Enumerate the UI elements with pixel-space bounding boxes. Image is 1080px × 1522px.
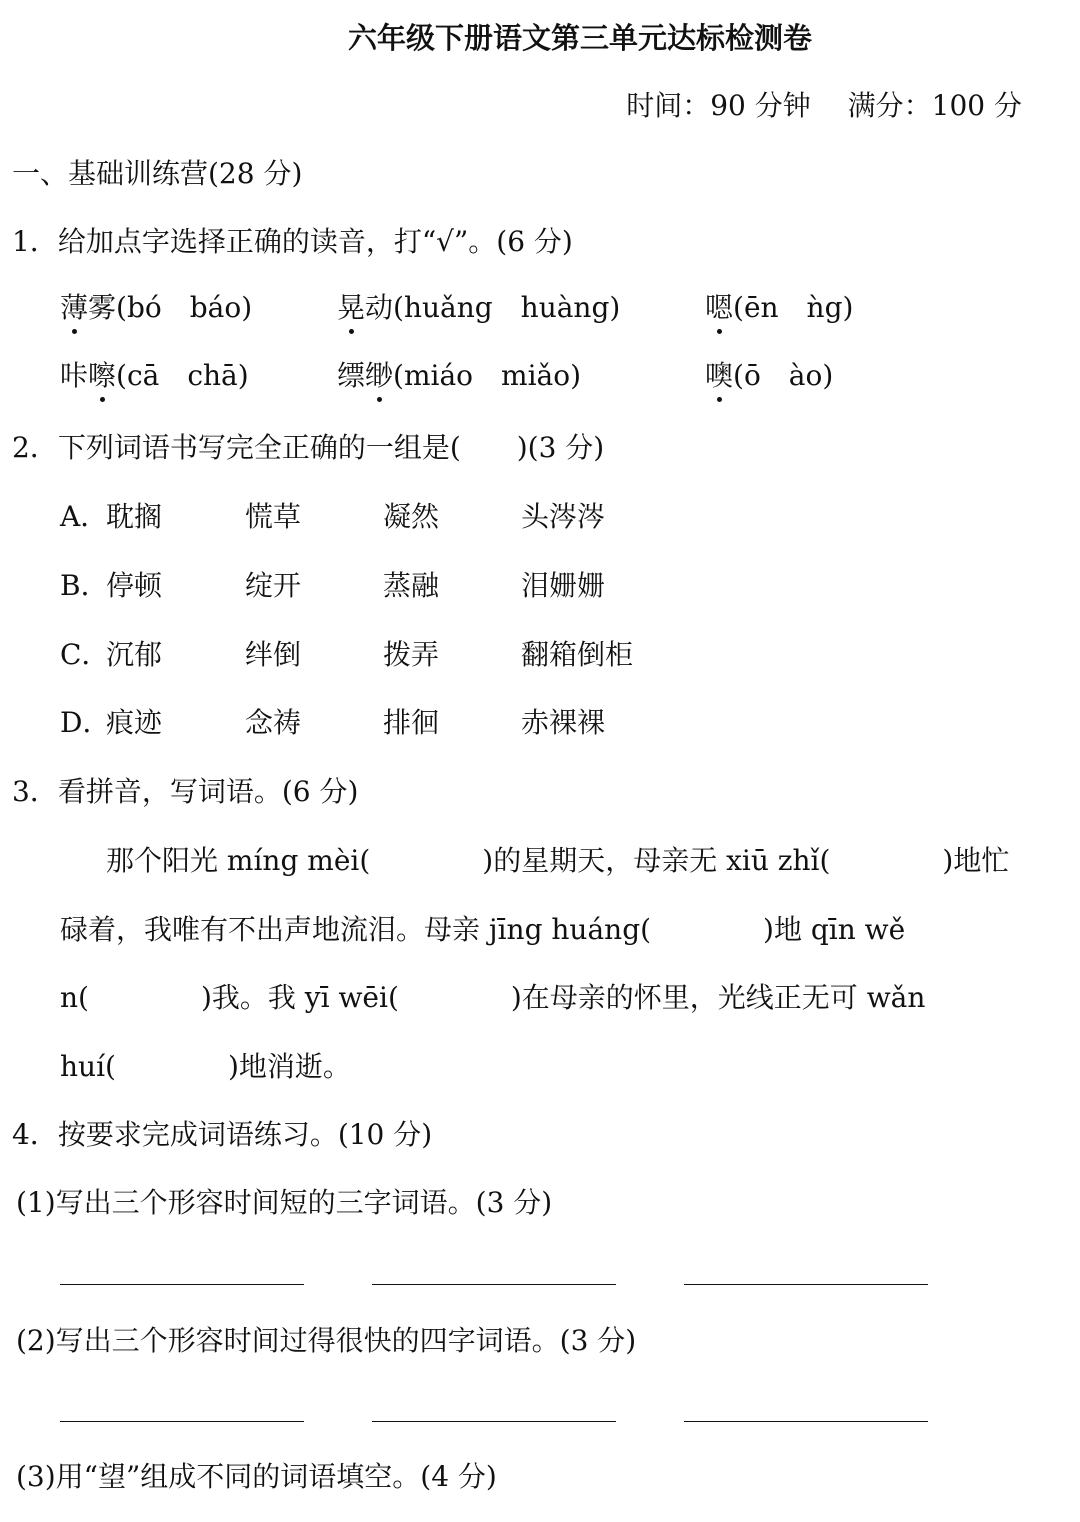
answer-line[interactable] [372,1419,616,1422]
answer-lines [60,1262,928,1302]
section-heading: 一、基础训练营(28 分) [12,157,303,190]
question-4-stem: 4．按要求完成词语练习。(10 分) [12,1118,433,1151]
sub-question: (2)写出三个形容时间过得很快的四字词语。(3 分) [16,1324,637,1357]
question-2-stem: 2．下列词语书写完全正确的一组是( )(3 分) [12,431,605,464]
option-letter: B． [60,569,109,602]
q1-item: 缥缈(miáo miǎo) [337,356,581,396]
pinyin-line: huí( )地消逝。 [60,1050,351,1083]
answer-lines [60,1399,928,1439]
option-letter: C． [60,638,110,671]
option-word: 念祷 [245,706,302,739]
q1-item: 嗯(ēn ǹg) [705,288,853,328]
q1-item: 薄雾(bó báo) [60,288,252,328]
question-1-stem: 1．给加点字选择正确的读音，打“√”。(6 分) [12,225,573,258]
option-word: 慌草 [245,500,302,533]
answer-line[interactable] [60,1282,304,1285]
sub-question: (3)用“望”组成不同的词语填空。(4 分) [16,1460,497,1493]
pinyin-line: n( )我。我 yī wēi( )在母亲的怀里，光线正无可 wǎn [60,981,926,1014]
q1-item: 晃动(huǎng huàng) [337,288,620,328]
answer-line[interactable] [684,1282,928,1285]
option-word: 泪姗姗 [521,569,606,602]
answer-line[interactable] [60,1419,304,1422]
sub-question: (1)写出三个形容时间短的三字词语。(3 分) [16,1186,553,1219]
option-word: 排徊 [383,706,440,739]
q1-item: 噢(ō ào) [705,356,833,396]
option-word: 蒸融 [383,569,440,602]
dotted-char: 晃 [337,288,365,328]
option-word: 赤裸裸 [521,706,606,739]
dotted-char: 嗯 [705,288,733,328]
option-word: 绽开 [245,569,302,602]
question-3-stem: 3．看拼音，写词语。(6 分) [12,775,359,808]
option-word: 拨弄 [383,638,440,671]
dotted-char: 噢 [705,356,733,396]
option-word: 停顿 [106,569,163,602]
option-word: 耽搁 [106,500,163,533]
dotted-char: 薄 [60,288,88,328]
option-word: 沉郁 [106,638,163,671]
option-letter: A． [60,500,109,533]
pinyin-line: 那个阳光 míng mèi( )的星期天，母亲无 xiū zhǐ( )地忙 [106,844,1010,877]
option-letter: D． [60,706,111,739]
page-title: 六年级下册语文第三单元达标检测卷 [347,21,812,55]
option-word: 翻箱倒柜 [521,638,634,671]
option-word: 头涔涔 [521,500,606,533]
dotted-char: 嚓 [88,356,116,396]
answer-line[interactable] [684,1419,928,1422]
option-word: 绊倒 [245,638,302,671]
exam-meta: 时间：90 分钟 满分：100 分 [626,89,1022,122]
pinyin-line: 碌着，我唯有不出声地流泪。母亲 jīng huáng( )地 qīn wě [60,913,906,946]
dotted-char: 缈 [365,356,393,396]
answer-line[interactable] [372,1282,616,1285]
option-word: 痕迹 [106,706,163,739]
option-word: 凝然 [383,500,440,533]
q1-item: 咔嚓(cā chā) [60,356,249,396]
